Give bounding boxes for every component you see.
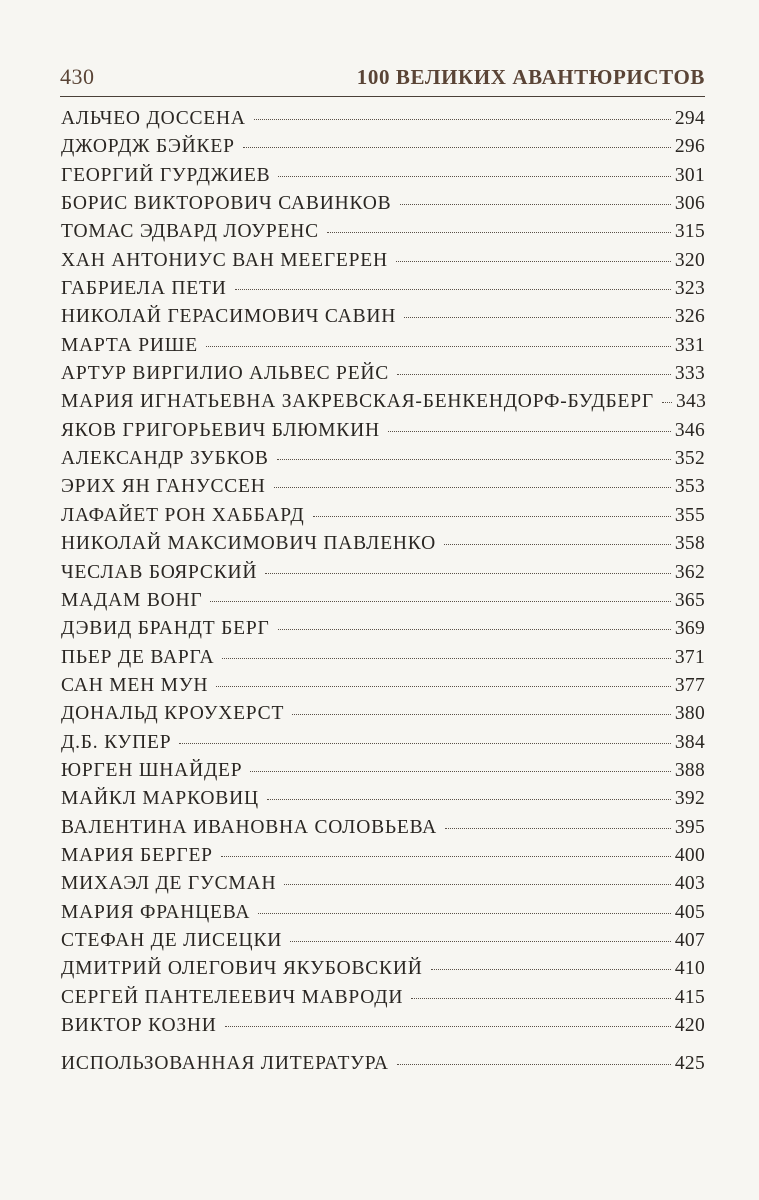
toc-entry-name: ГАБРИЕЛА ПЕТИ bbox=[61, 278, 227, 300]
toc-entry-page: 403 bbox=[674, 873, 705, 895]
toc-entry-page: 420 bbox=[674, 1015, 705, 1036]
dot-leader bbox=[179, 743, 670, 744]
toc-entry-name: МАРИЯ ИГНАТЬЕВНА ЗАКРЕВСКАЯ-БЕНКЕНДОРФ-БУДБЕРГ bbox=[61, 391, 654, 413]
toc-entry-name: АРТУР ВИРГИЛИО АЛЬВЕС РЕЙС bbox=[61, 363, 390, 385]
toc-entry bbox=[61, 873, 705, 901]
dot-leader bbox=[258, 913, 671, 914]
dot-leader bbox=[254, 119, 671, 120]
toc-entry bbox=[61, 845, 705, 873]
toc-entry bbox=[61, 958, 705, 986]
dot-leader bbox=[222, 658, 671, 659]
dot-leader bbox=[397, 1064, 671, 1065]
toc-entry-name: МАРТА РИШЕ bbox=[61, 334, 198, 356]
toc-entry bbox=[61, 987, 705, 1015]
toc-entry bbox=[61, 930, 705, 958]
page-number: 430 bbox=[60, 64, 95, 89]
toc-entry-page: 392 bbox=[674, 788, 705, 810]
dot-leader bbox=[411, 998, 671, 999]
toc-entry-page: 365 bbox=[674, 589, 705, 611]
toc-entry-name: ЭРИХ ЯН ГАНУССЕН bbox=[61, 476, 266, 498]
toc-entry-name: ЛАФАЙЕТ РОН ХАББАРД bbox=[61, 504, 305, 526]
dot-leader bbox=[210, 601, 670, 602]
dot-leader bbox=[235, 289, 671, 290]
toc-entry bbox=[61, 476, 705, 504]
toc-entry-name: ЧЕСЛАВ БОЯРСКИЙ bbox=[61, 561, 258, 583]
toc-entry-name: ЯКОВ ГРИГОРЬЕВИЧ БЛЮМКИН bbox=[61, 419, 380, 441]
toc-entry-name: ДМИТРИЙ ОЛЕГОВИЧ ЯКУБОВСКИЙ bbox=[61, 958, 423, 980]
toc-entry bbox=[61, 108, 705, 136]
toc-entry-name: АЛЕКСАНДР ЗУБКОВ bbox=[61, 448, 269, 470]
toc-entry-page: 400 bbox=[674, 844, 705, 866]
toc-entry bbox=[61, 703, 705, 731]
toc-entry-name: ДЭВИД БРАНДТ БЕРГ bbox=[61, 618, 270, 640]
toc-entry bbox=[61, 647, 705, 675]
toc-entry bbox=[61, 1015, 705, 1043]
toc-entry-name: ПЬЕР ДЕ ВАРГА bbox=[61, 646, 215, 668]
toc-entry-page: 362 bbox=[674, 561, 705, 583]
toc-entry-name: ИСПОЛЬЗОВАННАЯ ЛИТЕРАТУРА bbox=[61, 1053, 389, 1075]
dot-leader bbox=[277, 459, 671, 460]
toc-entry bbox=[61, 335, 705, 363]
toc-entry-page: 331 bbox=[674, 334, 705, 356]
dot-leader bbox=[284, 884, 671, 885]
dot-leader bbox=[250, 771, 670, 772]
dot-leader bbox=[397, 374, 671, 375]
toc-entry bbox=[61, 193, 705, 221]
toc-entry bbox=[61, 618, 705, 646]
toc-entry-page: 306 bbox=[674, 193, 705, 215]
toc-entry-page: 425 bbox=[674, 1053, 705, 1075]
toc-entry-name: СЕРГЕЙ ПАНТЕЛЕЕВИЧ МАВРОДИ bbox=[61, 986, 404, 1008]
toc-entry bbox=[61, 221, 705, 249]
toc-entry-page: 355 bbox=[674, 504, 705, 526]
toc-entry-name: ЮРГЕН ШНАЙДЕР bbox=[61, 759, 243, 781]
toc-entry bbox=[61, 675, 705, 703]
toc-entry-name: МАРИЯ ФРАНЦЕВА bbox=[61, 901, 251, 923]
toc-entry-page: 320 bbox=[674, 249, 705, 271]
toc-entry-name: БОРИС ВИКТОРОВИЧ САВИНКОВ bbox=[61, 193, 392, 215]
dot-leader bbox=[274, 487, 671, 488]
toc-entry-page: 343 bbox=[675, 391, 707, 413]
toc-entry-page: 358 bbox=[674, 533, 705, 555]
toc-entry-name: МАДАМ ВОНГ bbox=[61, 589, 203, 611]
toc-entry bbox=[61, 136, 705, 164]
running-header bbox=[60, 58, 705, 97]
book-title: 100 ВЕЛИКИХ АВАНТЮРИСТОВ bbox=[356, 65, 705, 89]
dot-leader bbox=[221, 856, 671, 857]
toc-entry-bibliography bbox=[61, 1053, 705, 1081]
toc-entry bbox=[61, 448, 705, 476]
toc-entry bbox=[61, 732, 705, 760]
dot-leader bbox=[216, 686, 671, 687]
toc-entry bbox=[61, 420, 705, 448]
toc-entry bbox=[61, 363, 705, 391]
toc-entry-page: 296 bbox=[674, 136, 705, 158]
toc-entry-page: 415 bbox=[674, 986, 705, 1008]
toc-entry-name: ВАЛЕНТИНА ИВАНОВНА СОЛОВЬЕВА bbox=[61, 816, 438, 838]
toc-entry-page: 294 bbox=[674, 108, 705, 129]
toc-entry-page: 352 bbox=[674, 448, 705, 470]
dot-leader bbox=[225, 1026, 671, 1027]
dot-leader bbox=[267, 799, 671, 800]
toc-entry-name: ТОМАС ЭДВАРД ЛОУРЕНС bbox=[61, 221, 319, 243]
toc-entry-name: МАЙКЛ МАРКОВИЦ bbox=[61, 788, 259, 810]
dot-leader bbox=[292, 714, 671, 715]
dot-leader bbox=[388, 431, 671, 432]
dot-leader bbox=[243, 147, 671, 148]
toc-entry-name: САН МЕН МУН bbox=[61, 674, 209, 696]
toc-entry-page: 346 bbox=[674, 419, 705, 441]
toc-entry-page: 395 bbox=[674, 816, 705, 838]
dot-leader bbox=[278, 176, 670, 177]
dot-leader bbox=[444, 544, 671, 545]
toc-entry-page: 315 bbox=[674, 221, 705, 243]
dot-leader bbox=[431, 969, 671, 970]
toc-entry-page: 405 bbox=[674, 901, 705, 923]
toc-entry bbox=[61, 165, 705, 193]
toc-entry-name: АЛЬЧЕО ДОССЕНА bbox=[61, 108, 246, 129]
toc-entry-name: СТЕФАН ДЕ ЛИСЕЦКИ bbox=[61, 929, 283, 951]
toc-entry-name: ДЖОРДЖ БЭЙКЕР bbox=[61, 136, 235, 158]
dot-leader bbox=[313, 516, 671, 517]
toc-entry bbox=[61, 250, 705, 278]
toc-entry-name: ГЕОРГИЙ ГУРДЖИЕВ bbox=[61, 164, 271, 186]
toc-entry-page: 326 bbox=[674, 306, 705, 328]
toc-entry-page: 353 bbox=[674, 476, 705, 498]
table-of-contents bbox=[61, 108, 705, 1082]
toc-entry-page: 407 bbox=[674, 929, 705, 951]
toc-entry bbox=[61, 902, 705, 930]
toc-entry bbox=[61, 562, 705, 590]
dot-leader bbox=[400, 204, 671, 205]
dot-leader bbox=[206, 346, 671, 347]
dot-leader bbox=[404, 317, 671, 318]
toc-entry bbox=[61, 590, 705, 618]
toc-entry-name: Д.Б. КУПЕР bbox=[61, 731, 172, 753]
toc-entry bbox=[61, 278, 705, 306]
toc-entry-page: 380 bbox=[674, 703, 705, 725]
toc-entry-page: 301 bbox=[674, 164, 705, 186]
toc-entry-name: ДОНАЛЬД КРОУХЕРСТ bbox=[61, 703, 285, 725]
toc-entry-page: 384 bbox=[674, 731, 705, 753]
dot-leader bbox=[396, 261, 671, 262]
toc-entry-name: ВИКТОР КОЗНИ bbox=[61, 1015, 217, 1036]
toc-entry-page: 410 bbox=[674, 958, 705, 980]
dot-leader bbox=[327, 232, 671, 233]
toc-entry-name: ХАН АНТОНИУС ВАН МЕЕГЕРЕН bbox=[61, 249, 388, 271]
dot-leader bbox=[265, 573, 671, 574]
toc-entry bbox=[61, 817, 705, 845]
toc-entry-name: МИХАЭЛ ДЕ ГУСМАН bbox=[61, 873, 277, 895]
toc-entry-page: 371 bbox=[674, 646, 705, 668]
toc-entry bbox=[61, 533, 705, 561]
toc-entry bbox=[61, 505, 705, 533]
toc-entry bbox=[61, 788, 705, 816]
dot-leader bbox=[290, 941, 671, 942]
toc-entry-page: 333 bbox=[674, 363, 705, 385]
toc-entry-name: НИКОЛАЙ ГЕРАСИМОВИЧ САВИН bbox=[61, 306, 397, 328]
toc-entry-page: 388 bbox=[674, 759, 705, 781]
toc-entry bbox=[61, 306, 705, 334]
toc-entry-page: 377 bbox=[674, 674, 705, 696]
dot-leader bbox=[278, 629, 671, 630]
toc-entry-page: 369 bbox=[674, 618, 705, 640]
toc-entry-name: МАРИЯ БЕРГЕР bbox=[61, 844, 213, 866]
toc-entry bbox=[61, 760, 705, 788]
toc-entry-name: НИКОЛАЙ МАКСИМОВИЧ ПАВЛЕНКО bbox=[61, 533, 436, 555]
toc-entry bbox=[61, 391, 705, 419]
toc-entry-page: 323 bbox=[674, 278, 705, 300]
dot-leader bbox=[445, 828, 671, 829]
dot-leader bbox=[662, 402, 672, 403]
